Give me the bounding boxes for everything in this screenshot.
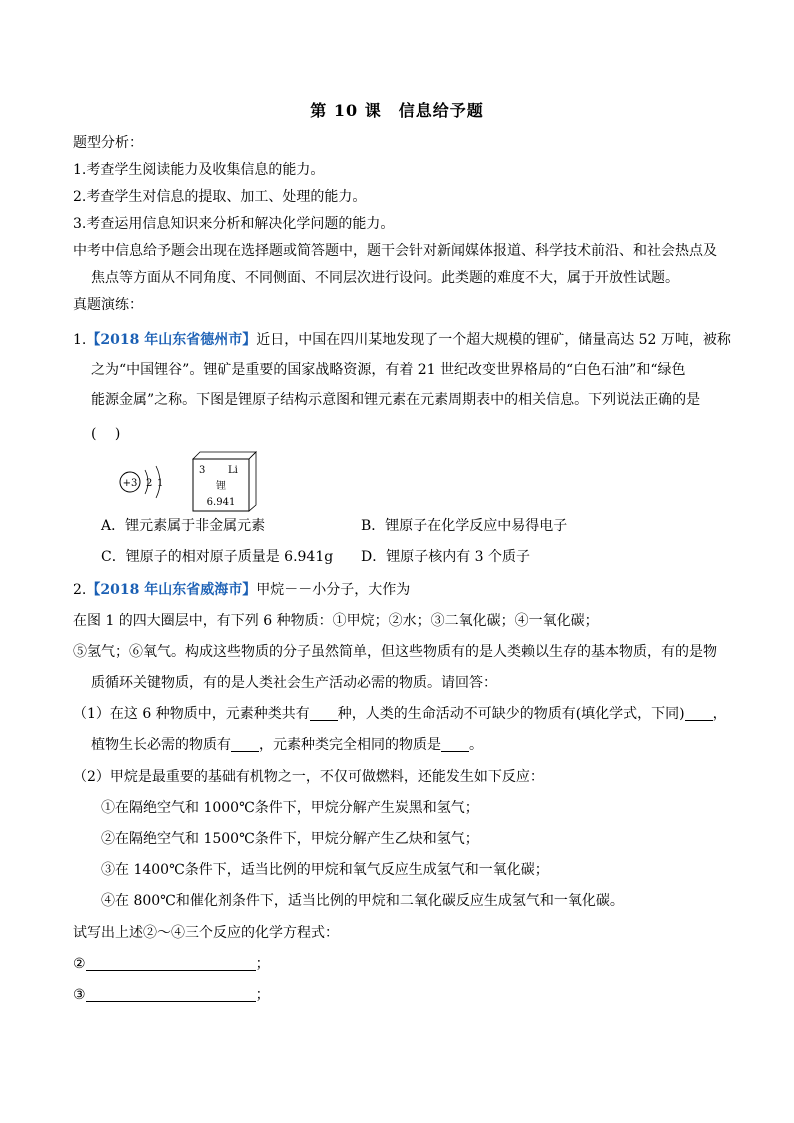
q1-line2: 之为“中国锂谷”。锂矿是重要的国家战略资源，有着 21 世纪改变世界格局的“白色石油”和“绿色 — [91, 362, 686, 378]
equation-2-line — [73, 954, 270, 974]
analysis-point-3: 3.考查运用信息知识来分析和解决化学问题的能力。 — [73, 216, 395, 232]
q1-option-a: A．锂元素属于非金属元素 — [101, 518, 266, 534]
element-count-blank[interactable] — [310, 705, 338, 721]
q2-prompt: 试写出上述②～④三个反应的化学方程式： — [73, 925, 339, 941]
sub1-text-d: 植物生长必需的物质有 — [91, 737, 231, 753]
q1-number: 1. — [73, 332, 87, 348]
practice-heading: 真题演练： — [73, 297, 143, 313]
sub1-text-b: 种，人类的生命活动不可缺少的物质有(填化学式，下同) — [337, 706, 685, 722]
q1-option-d: D．锂原子核内有 3 个质子 — [361, 549, 531, 565]
sub1-text-f: 。 — [469, 737, 483, 753]
nucleus-charge: +3 — [122, 478, 138, 489]
eq3-label: ③ — [73, 987, 86, 1003]
element-symbol: Li — [228, 465, 238, 476]
q2-line1 — [73, 580, 410, 600]
cell-side-face — [249, 452, 256, 511]
q1-text: 近日，中国在四川某地发现了一个超大规模的锂矿，储量高达 52 万吨，被称 — [256, 332, 731, 348]
equation-3-blank[interactable] — [86, 986, 256, 1002]
q2-line4: 质循环关键物质，有的是人类社会生产活动必需的物质。请回答： — [91, 675, 497, 691]
cell-top-face — [193, 452, 256, 459]
lithium-atom-structure-diagram — [112, 460, 172, 504]
lesson-title: 第 10 课 信息给予题 — [310, 101, 484, 120]
q1-line3: 能源金属”之称。下图是锂原子结构示意图和锂元素在元素周期表中的相关信息。下列说法正确的是 — [91, 392, 701, 408]
q2-reaction-3: ③在 1400℃条件下，适当比例的甲烷和氧气反应生成氢气和一氧化碳； — [101, 862, 549, 878]
q2-line3: ⑤氢气；⑥氧气。构成这些物质的分子虽然简单，但这些物质有的是人类赖以生存的基本物质，有的是物 — [73, 644, 717, 660]
plant-substance-blank[interactable] — [231, 736, 259, 752]
eq2-end: ； — [255, 956, 270, 972]
q2-number: 2. — [73, 582, 87, 598]
eq2-label: ② — [73, 956, 86, 972]
lithium-periodic-cell — [190, 449, 270, 513]
q2-sub1-line2 — [91, 735, 483, 755]
same-element-blank[interactable] — [441, 736, 469, 752]
q2-reaction-4: ④在 800℃和催化剂条件下，适当比例的甲烷和二氧化碳反应生成氢气和一氧化碳。 — [101, 893, 624, 909]
q1-source: 【2018 年山东省德州市】 — [86, 332, 257, 348]
q2-reaction-1: ①在隔绝空气和 1000℃条件下，甲烷分解产生炭黑和氢气； — [101, 800, 479, 816]
q1-option-c: C．锂原子的相对原子质量是 6.941g — [101, 549, 334, 565]
q2-line2: 在图 1 的四大圈层中，有下列 6 种物质：①甲烷；②水；③二氧化碳；④一氧化碳； — [73, 613, 599, 629]
analysis-point-1: 1.考查学生阅读能力及收集信息的能力。 — [73, 162, 325, 178]
equation-2-blank[interactable] — [86, 955, 256, 971]
atomic-mass: 6.941 — [206, 497, 236, 508]
q2-reaction-2: ②在隔绝空气和 1500℃条件下，甲烷分解产生乙炔和氢气； — [101, 831, 479, 847]
life-substance-blank[interactable] — [685, 705, 713, 721]
analysis-summary-line1: 中考中信息给予题会出现在选择题或简答题中，题干会针对新闻媒体报道、科学技术前沿、和社会热点及 — [73, 243, 717, 259]
q1-line1 — [73, 330, 731, 350]
analysis-heading: 题型分析： — [73, 135, 143, 151]
equation-3-line — [73, 985, 270, 1005]
q2-sub1-line1 — [73, 704, 727, 724]
analysis-point-2: 2.考查学生对信息的提取、加工、处理的能力。 — [73, 189, 367, 205]
q2-sub2-intro: （2）甲烷是最重要的基础有机物之一，不仅可做燃料，还能发生如下反应： — [73, 769, 544, 785]
sub1-text-a: （1）在这 6 种物质中，元素种类共有 — [73, 706, 310, 722]
atomic-number: 3 — [199, 465, 206, 476]
sub1-text-c: ， — [712, 706, 727, 722]
shell-1-electrons: 2 — [146, 478, 153, 489]
q2-intro: 甲烷－－小分子，大作为 — [256, 582, 411, 598]
element-name: 锂 — [216, 481, 226, 492]
q1-paren: ( ) — [91, 426, 121, 442]
analysis-summary-line2: 焦点等方面从不同角度、不同侧面、不同层次进行设问。此类题的难度不大，属于开放性试题。 — [91, 270, 679, 286]
shell-2-electrons: 1 — [157, 478, 164, 489]
sub1-text-e: ，元素种类完全相同的物质是 — [259, 737, 441, 753]
eq3-end: ； — [255, 987, 270, 1003]
q2-source: 【2018 年山东省威海市】 — [86, 582, 257, 598]
q1-option-b: B．锂原子在化学反应中易得电子 — [361, 518, 568, 534]
